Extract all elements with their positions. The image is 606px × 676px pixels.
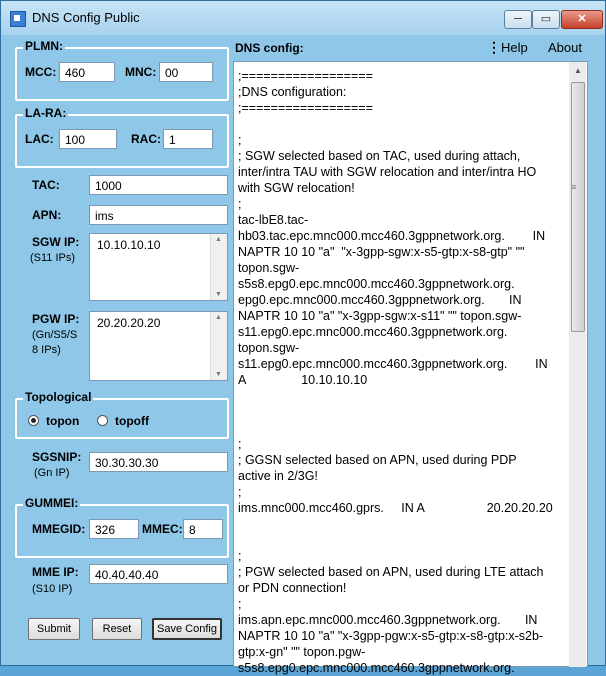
dns-config-line: NAPTR 10 10 "a" "x-3gpp-pgw:x-s5-gtp:x-s8-gtp:x-s2b- — [238, 629, 544, 643]
dns-config-line — [238, 404, 568, 420]
help-menu[interactable]: Help — [501, 40, 528, 55]
mmec-label: MMEC: — [142, 522, 183, 536]
mcc-input[interactable]: 460 — [59, 62, 115, 82]
maximize-button[interactable]: ▭ — [532, 10, 560, 29]
lac-label: LAC: — [25, 132, 54, 146]
pgw-value: 20.20.20.20 — [97, 316, 161, 330]
plmn-legend: PLMN: — [25, 39, 63, 53]
dns-config-line: with SGW relocation! — [238, 181, 355, 195]
mcc-label: MCC: — [25, 65, 57, 79]
sgw-scrollbar[interactable]: ▲ ▼ — [210, 234, 227, 300]
save-config-button[interactable]: Save Config — [152, 618, 222, 640]
dns-config-line: ; PGW selected based on APN, used during LTE attach — [238, 565, 544, 579]
dns-config-line: ; — [238, 549, 242, 563]
dns-config-line: epg0.epc.mnc000.mcc460.3gppnetwork.org. IN — [238, 293, 522, 307]
mmeip-sublabel: (S10 IP) — [32, 583, 73, 595]
mmeip-label: MME IP: — [32, 565, 79, 579]
topoff-label[interactable]: topoff — [115, 414, 149, 428]
dns-config-line — [238, 420, 568, 436]
dns-config-content — [238, 68, 568, 676]
dns-config-line: ; — [238, 437, 242, 451]
dns-config-line: tac-lbE8.tac- — [238, 213, 309, 227]
dns-config-line — [238, 116, 568, 132]
pgw-sublabel-2: 8 IPs) — [32, 344, 61, 356]
dns-config-line: ; — [238, 133, 242, 147]
submit-button[interactable]: Submit — [28, 618, 80, 640]
dns-config-line: NAPTR 10 10 "a" "x-3gpp-sgw:x-s5-gtp:x-s8-gtp" "" — [238, 245, 525, 259]
dns-config-line: ;================== — [238, 69, 373, 83]
dns-config-line — [238, 388, 568, 404]
dns-config-line: topon.sgw- — [238, 341, 300, 355]
window-title: DNS Config Public — [32, 10, 140, 25]
dns-config-line: ;================== — [238, 101, 373, 115]
dns-config-line: or PDN connection! — [238, 581, 347, 595]
dns-config-line: s5s8.epg0.epc.mnc000.mcc460.3gppnetwork.org. — [238, 277, 515, 291]
dns-config-line: hb03.tac.epc.mnc000.mcc460.3gppnetwork.org. IN — [238, 229, 546, 243]
rac-input[interactable]: 1 — [163, 129, 213, 149]
mmeip-input[interactable]: 40.40.40.40 — [89, 564, 228, 584]
dns-config-line: active in 2/3G! — [238, 469, 318, 483]
dns-config-line: A 10.10.10.10 — [238, 373, 368, 387]
dns-config-line: s11.epg0.epc.mnc000.mcc460.3gppnetwork.org. — [238, 325, 508, 339]
dns-config-line: NAPTR 10 10 "a" "x-3gpp-sgw:x-s11" "" topon.sgw- — [238, 309, 522, 323]
close-button[interactable]: ✕ — [561, 10, 603, 29]
title-bar — [1, 1, 605, 35]
mmec-input[interactable]: 8 — [183, 519, 223, 539]
apn-input[interactable]: ims — [89, 205, 228, 225]
tac-label: TAC: — [32, 178, 60, 192]
rac-label: RAC: — [131, 132, 161, 146]
tac-input[interactable]: 1000 — [89, 175, 228, 195]
dns-config-line: ;DNS configuration: — [238, 85, 347, 99]
mnc-input[interactable]: 00 — [159, 62, 213, 82]
grip-icon: ≡ — [571, 182, 577, 192]
dns-config-line: ; — [238, 197, 242, 211]
topoff-radio[interactable] — [97, 415, 108, 426]
dns-config-line: s11.epg0.epc.mnc000.mcc460.3gppnetwork.org. IN — [238, 357, 548, 371]
dns-config-line: ; — [238, 597, 242, 611]
topon-radio[interactable] — [28, 415, 39, 426]
dns-scrollbar[interactable] — [569, 62, 586, 667]
dns-config-line: ims.apn.epc.mnc000.mcc460.3gppnetwork.org. IN — [238, 613, 538, 627]
about-menu[interactable]: About — [548, 40, 582, 55]
dns-config-line: ; GGSN selected based on APN, used during PDP — [238, 453, 517, 467]
app-icon — [10, 11, 26, 27]
menu-dots-icon[interactable]: ⋮ — [487, 39, 501, 55]
sgw-textarea[interactable] — [89, 233, 228, 301]
pgw-scrollbar[interactable]: ▲ ▼ — [210, 312, 227, 380]
pgw-textarea[interactable] — [89, 311, 228, 381]
dns-config-line: gtp:x-gn" "" topon.pgw- — [238, 645, 366, 659]
mmegid-label: MMEGID: — [32, 522, 86, 536]
dns-config-line: ; — [238, 485, 242, 499]
sgw-sublabel: (S11 IPs) — [30, 252, 76, 264]
minimize-button[interactable]: ─ — [504, 10, 532, 29]
dns-config-line: ims.mnc000.mcc460.gprs. IN A 20.20.20.20 — [238, 501, 553, 515]
reset-button[interactable]: Reset — [92, 618, 142, 640]
scroll-up-icon[interactable]: ▲ — [574, 66, 582, 75]
dns-config-line: ; SGW selected based on TAC, used during attach, — [238, 149, 521, 163]
dns-config-line — [238, 532, 568, 548]
sgsnip-input[interactable]: 30.30.30.30 — [89, 452, 228, 472]
dns-config-line: topon.sgw- — [238, 261, 300, 275]
dns-config-line — [238, 516, 568, 532]
topon-label[interactable]: topon — [46, 414, 80, 428]
lara-legend: LA-RA: — [25, 106, 67, 120]
mnc-label: MNC: — [125, 65, 157, 79]
sgw-label: SGW IP: — [32, 235, 80, 249]
dns-config-title: DNS config: — [235, 41, 304, 55]
sgsnip-sublabel: (Gn IP) — [34, 467, 70, 479]
apn-label: APN: — [32, 208, 62, 222]
sgw-value: 10.10.10.10 — [97, 238, 161, 252]
lac-input[interactable]: 100 — [59, 129, 117, 149]
mmegid-input[interactable]: 326 — [89, 519, 139, 539]
gummei-legend: GUMMEI: — [25, 496, 79, 510]
dns-config-textarea[interactable] — [233, 61, 588, 675]
topological-legend: Topological — [25, 390, 92, 404]
dns-config-line: s5s8.epg0.epc.mnc000.mcc460.3gppnetwork.org. — [238, 661, 515, 675]
pgw-sublabel-1: (Gn/S5/S — [32, 329, 78, 341]
pgw-label: PGW IP: — [32, 312, 80, 326]
dns-config-line: inter/intra TAU with SGW relocation and inter/intra HO — [238, 165, 537, 179]
sgsnip-label: SGSNIP: — [32, 450, 82, 464]
scroll-thumb[interactable] — [571, 82, 585, 332]
